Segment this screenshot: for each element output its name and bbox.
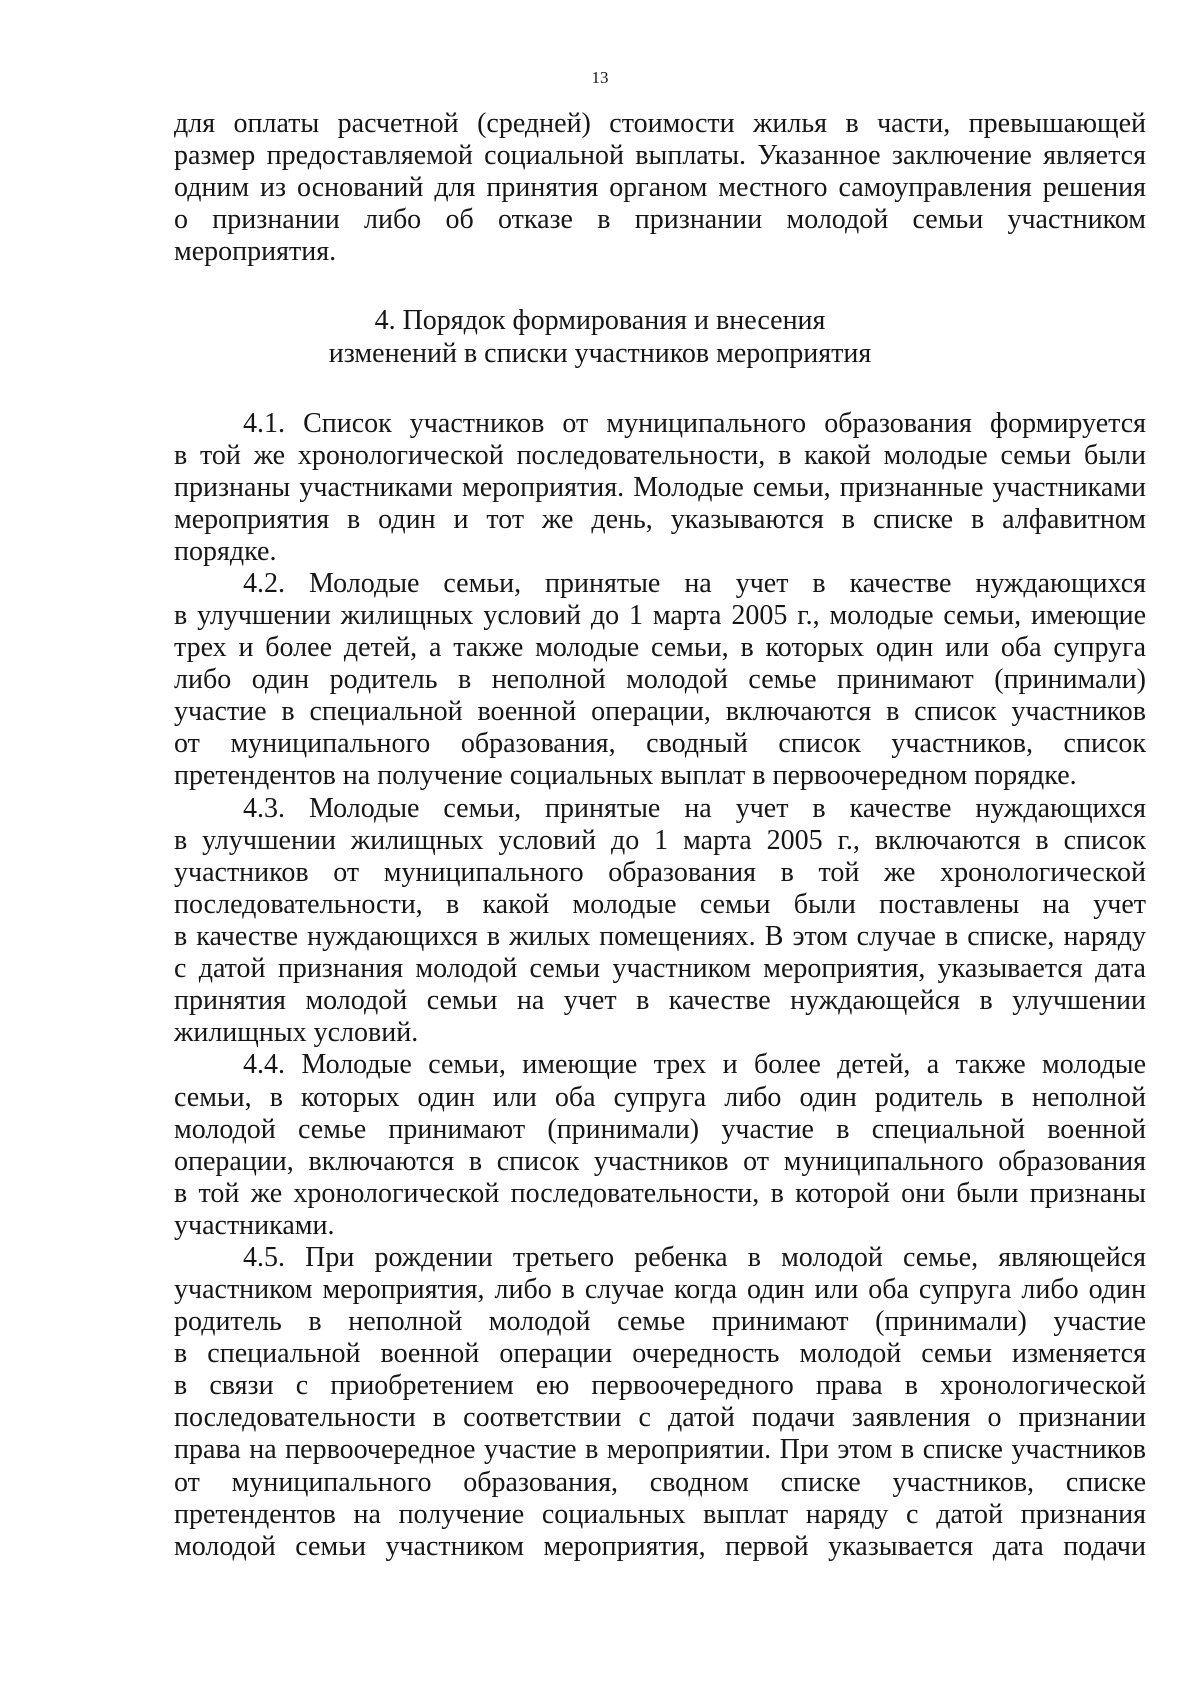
text-line: операции, включаются в список участников от муниципального образования: [174, 1146, 1146, 1177]
text-line: претендентов на получение социальных выплат наряду с датой признания: [174, 1499, 1146, 1530]
text-line: от муниципального образования, сводный список участников, список: [174, 728, 1146, 759]
text-line: либо один родитель в неполной молодой семье принимают (принимали): [174, 664, 1146, 695]
text-line: в улучшении жилищных условий до 1 марта 2005 г., включаются в список: [174, 825, 1146, 856]
text-line: участников от муниципального образования в той же хронологической: [174, 857, 1146, 888]
text-line: участие в специальной военной операции, включаются в список участников: [174, 696, 1146, 727]
section-heading-line: изменений в списки участников мероприятия: [328, 338, 872, 369]
text-line: права на первоочередное участие в мероприятии. При этом в списке участников: [174, 1434, 1146, 1465]
text-line: участником мероприятия, либо в случае когда один или оба супруга либо один: [174, 1274, 1146, 1305]
text-line: участниками.: [174, 1210, 335, 1241]
text-line: претендентов на получение социальных выплат в первоочередном порядке.: [174, 760, 1077, 791]
paragraph-first-line: 4.2. Молодые семьи, принятые на учет в качестве нуждающихся: [243, 568, 1146, 599]
text-line: в той же хронологической последовательности, в какой молодые семьи были: [174, 440, 1146, 471]
text-line: родитель в неполной молодой семье принимают (принимали) участие: [174, 1306, 1146, 1337]
text-line: в качестве нуждающихся в жилых помещениях. В этом случае в списке, наряду: [174, 921, 1146, 952]
text-line: последовательности в соответствии с датой подачи заявления о признании: [174, 1402, 1146, 1433]
section-heading-line: 4. Порядок формирования и внесения: [374, 305, 826, 336]
text-line: порядке.: [174, 536, 277, 567]
text-line: принятия молодой семьи на учет в качестве нуждающейся в улучшении: [174, 985, 1146, 1016]
text-line: для оплаты расчетной (средней) стоимости жилья в части, превышающей: [174, 108, 1146, 139]
text-line: с датой признания молодой семьи участником мероприятия, указывается дата: [174, 953, 1146, 984]
text-line: в связи с приобретением ею первоочередного права в хронологической: [174, 1370, 1146, 1401]
text-line: в улучшении жилищных условий до 1 марта 2005 г., молодые семьи, имеющие: [174, 600, 1146, 631]
text-line: жилищных условий.: [174, 1017, 419, 1048]
text-line: о признании либо об отказе в признании молодой семьи участником: [174, 204, 1146, 235]
text-line: от муниципального образования, сводном списке участников, списке: [174, 1467, 1146, 1498]
text-line: последовательности, в какой молодые семьи были поставлены на учет: [174, 889, 1146, 920]
text-line: в той же хронологической последовательности, в которой они были признаны: [174, 1178, 1146, 1209]
text-line: трех и более детей, а также молодые семьи, в которых один или оба супруга: [174, 632, 1146, 663]
text-line: мероприятия.: [174, 236, 337, 267]
text-line: признаны участниками мероприятия. Молодые семьи, признанные участниками: [174, 472, 1146, 503]
paragraph-first-line: 4.1. Список участников от муниципального образования формируется: [243, 408, 1146, 439]
paragraph-first-line: 4.4. Молодые семьи, имеющие трех и более детей, а также молодые: [243, 1049, 1146, 1080]
text-line: молодой семье принимают (принимали) участие в специальной военной: [174, 1114, 1146, 1145]
text-line: мероприятия в один и тот же день, указываются в списке в алфавитном: [174, 504, 1146, 535]
text-line: семьи, в которых один или оба супруга либо один родитель в неполной: [174, 1082, 1146, 1113]
text-line: размер предоставляемой социальной выплаты. Указанное заключение является: [174, 140, 1146, 171]
page-number: 13: [591, 68, 609, 87]
text-line: одним из оснований для принятия органом местного самоуправления решения: [174, 172, 1146, 203]
text-line: молодой семьи участником мероприятия, первой указывается дата подачи: [174, 1531, 1146, 1562]
text-line: в специальной военной операции очередность молодой семьи изменяется: [174, 1338, 1146, 1369]
paragraph-first-line: 4.5. При рождении третьего ребенка в молодой семье, являющейся: [243, 1242, 1146, 1273]
paragraph-first-line: 4.3. Молодые семьи, принятые на учет в качестве нуждающихся: [243, 793, 1146, 824]
